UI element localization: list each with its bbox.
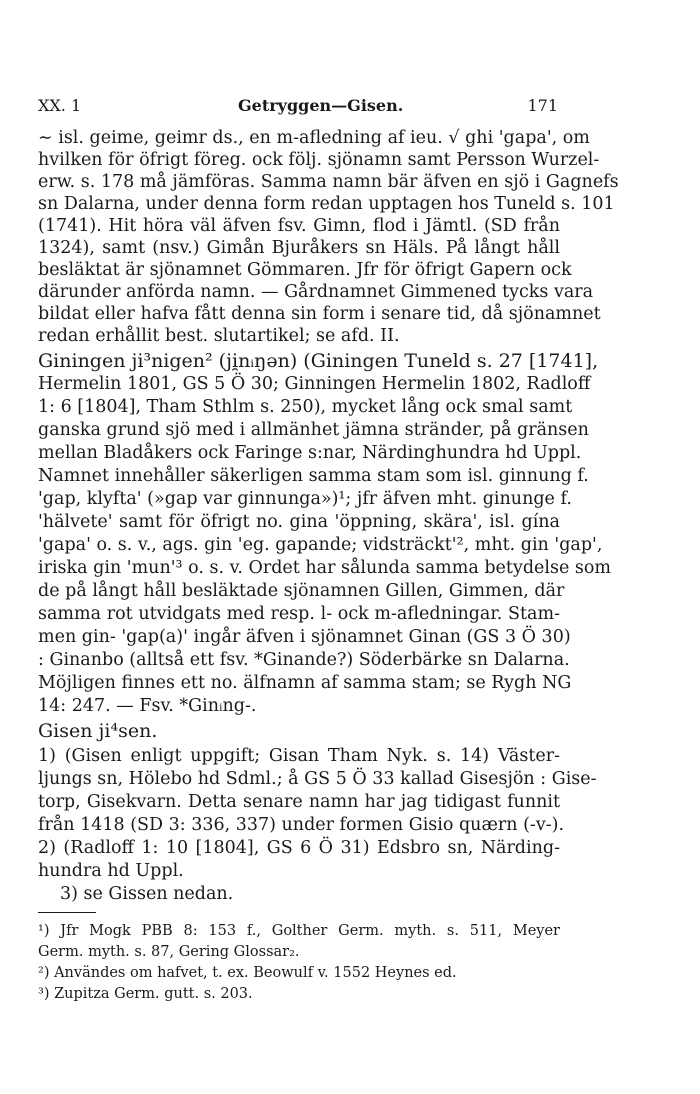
footnote-divider — [38, 912, 96, 913]
text-line: mellan Bladåkers ock Faringe s:nar, Närdinghundra hd Uppl. — [38, 443, 582, 463]
text-line: ljungs sn, Hölebo hd Sdml.; å GS 5 Ö 33 kallad Gisesjön : Gise- — [38, 769, 597, 789]
text-line: (1741). Hit höra väl äfven fsv. Gimn, flod i Jämtl. (SD från — [38, 216, 560, 236]
text-line: 'gapa' o. s. v., ags. gin 'eg. gapande; vidsträckt'², mht. gin 'gap', — [38, 535, 603, 555]
text-line: ∼ isl. geime, geimr ds., en m-afledning af ieu. √ ghi 'gapa', om — [38, 128, 590, 148]
footnote: ²) Användes om hafvet, t. ex. Beowulf v. 1552 Heynes ed. — [38, 965, 457, 981]
text-line: iriska gin 'mun'³ o. s. v. Ordet har sålunda samma betydelse som — [38, 558, 611, 578]
text-line: hundra hd Uppl. — [38, 861, 184, 881]
text-line: 1324), samt (nsv.) Gimån Bjuråkers sn Häls. På långt håll — [38, 238, 560, 258]
footnote: Germ. myth. s. 87, Gering Glossar₂. — [38, 944, 300, 960]
text-line: 1: 6 [1804], Tham Sthlm s. 250), mycket lång ock smal samt — [38, 397, 573, 417]
text-line: 3) se Gissen nedan. — [60, 884, 234, 904]
text-line: besläktat är sjönamnet Gömmaren. Jfr för öfrigt Gapern ock — [38, 260, 572, 280]
text-line: men gin- 'gap(a)' ingår äfven i sjönamnet Ginan (GS 3 Ö 30) — [38, 627, 571, 647]
text-line: Möjligen finnes ett no. älfnamn af samma stam; se Rygh NG — [38, 673, 572, 693]
text-line: : Ginanbo (alltså ett fsv. *Ginande?) Söderbärke sn Dalarna. — [38, 650, 570, 670]
text-line: samma rot utvidgats med resp. l- ock m-afledningar. Stam- — [38, 604, 560, 624]
text-line: Hermelin 1801, GS 5 Ö 30; Ginningen Hermelin 1802, Radloff — [38, 374, 591, 394]
text-line: bildat eller hafva fått denna sin form i senare tid, då sjönamnet — [38, 304, 601, 324]
text-line: erw. s. 178 må jämföras. Samma namn bär äfven en sjö i Gagnefs — [38, 172, 619, 192]
text-line: från 1418 (SD 3: 336, 337) under formen Gisio quærn (-v-). — [38, 815, 565, 835]
text-line: hvilken för öfrigt föreg. ock följ. sjönamn samt Persson Wurzel- — [38, 150, 600, 170]
text-line: redan erhållit best. slutartikel; se afd. II. — [38, 326, 400, 346]
text-line: 14: 247. — Fsv. *Ginᵢng-. — [38, 696, 257, 716]
text-line: 1) (Gisen enligt uppgift; Gisan Tham Nyk. s. 14) Väster- — [38, 746, 560, 766]
text-line: torp, Gisekvarn. Detta senare namn har jag tidigast funnit — [38, 792, 560, 812]
footnote: ¹) Jfr Mogk PBB 8: 153 f., Golther Germ. myth. s. 511, Meyer — [38, 923, 560, 939]
entry-heading-gisen: Gisen ji⁴sen. — [38, 720, 158, 742]
text-line: de på långt håll besläktade sjönamnen Gillen, Gimmen, där — [38, 581, 565, 601]
text-line: 'hälvete' samt för öfrigt no. gina 'öppning, skära', isl. gína — [38, 512, 560, 532]
footnote: ³) Zupitza Germ. gutt. s. 203. — [38, 986, 253, 1002]
section-number: XX. 1 — [38, 96, 82, 115]
text-line: sn Dalarna, under denna form redan upptagen hos Tuneld s. 101 — [38, 194, 615, 214]
text-line: Namnet innehåller säkerligen samma stam som isl. ginnung f. — [38, 466, 589, 486]
page-number: 171 — [527, 96, 558, 115]
text-line: 'gap, klyfta' (»gap var ginnunga»)¹; jfr äfven mht. ginunge f. — [38, 489, 572, 509]
text-line: 2) (Radloff 1: 10 [1804], GS 6 Ö 31) Edsbro sn, Närding- — [38, 838, 560, 858]
running-title: Getryggen—Gisen. — [238, 96, 404, 115]
text-line: ganska grund sjö med i allmänhet jämna stränder, på gränsen — [38, 420, 589, 440]
running-header — [38, 96, 558, 120]
entry-heading-giningen: Giningen ji³nigen² (ji̯nᵢŋən) (Giningen Tuneld s. 27 [1741], — [38, 350, 599, 372]
text-line: därunder anförda namn. — Gårdnamnet Gimmened tycks vara — [38, 282, 594, 302]
